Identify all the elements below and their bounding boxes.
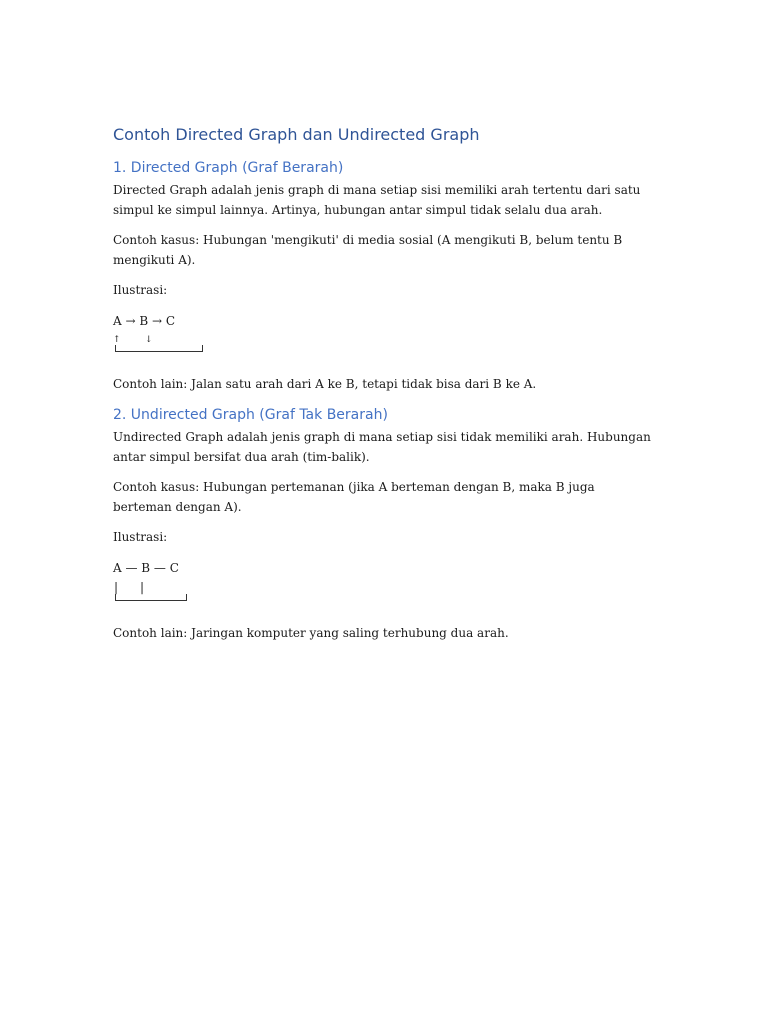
undirected-diagram-bars [113, 578, 653, 594]
undirected-diagram-bracket [113, 594, 653, 612]
directed-diagram-bracket [113, 345, 653, 363]
directed-other-example: Contoh lain: Jalan satu arah dari A ke B, tetapi tidak bisa dari B ke A. [113, 376, 537, 391]
document-title: Contoh Directed Graph dan Undirected Graph [113, 125, 480, 144]
undirected-heading: 2. Undirected Graph (Graf Tak Berarah) [113, 407, 388, 423]
directed-definition: Directed Graph adalah jenis graph di mana setiap sisi memiliki arah tertentu dari satu simpul ke simpul lainnya. Artinya, hubungan antar simpul tidak selalu dua arah. [113, 183, 641, 217]
directed-tick-left: ↑ [113, 334, 121, 345]
directed-illustration-label: Ilustrasi: [113, 283, 168, 297]
undirected-diagram-line: A — B — C [113, 560, 179, 575]
undirected-section [113, 405, 653, 643]
undirected-bracket-line [115, 594, 187, 601]
undirected-bar-left: | [114, 579, 119, 594]
directed-diagram-ticks [113, 331, 653, 345]
undirected-illustration-label: Ilustrasi: [113, 530, 168, 544]
directed-example: Contoh kasus: Hubungan 'mengikuti' di media sosial (A mengikuti B, belum tentu B mengikuti A). [113, 233, 623, 267]
undirected-definition: Undirected Graph adalah jenis graph di mana setiap sisi tidak memiliki arah. Hubungan antar simpul bersifat dua arah (tim-balik). [113, 430, 651, 464]
undirected-other-example: Contoh lain: Jaringan komputer yang saling terhubung dua arah. [113, 625, 509, 640]
directed-tick-right: ↓ [145, 334, 153, 345]
directed-heading: 1. Directed Graph (Graf Berarah) [113, 160, 344, 176]
undirected-bar-right: | [140, 579, 145, 594]
directed-illustration [113, 312, 653, 363]
directed-diagram-line: A → B → C [113, 313, 176, 328]
undirected-example: Contoh kasus: Hubungan pertemanan (jika A berteman dengan B, maka B juga berteman dengan A). [113, 480, 595, 514]
directed-bracket-line [115, 345, 203, 352]
document-content [113, 124, 653, 654]
directed-section [113, 158, 653, 394]
undirected-illustration [113, 559, 653, 612]
